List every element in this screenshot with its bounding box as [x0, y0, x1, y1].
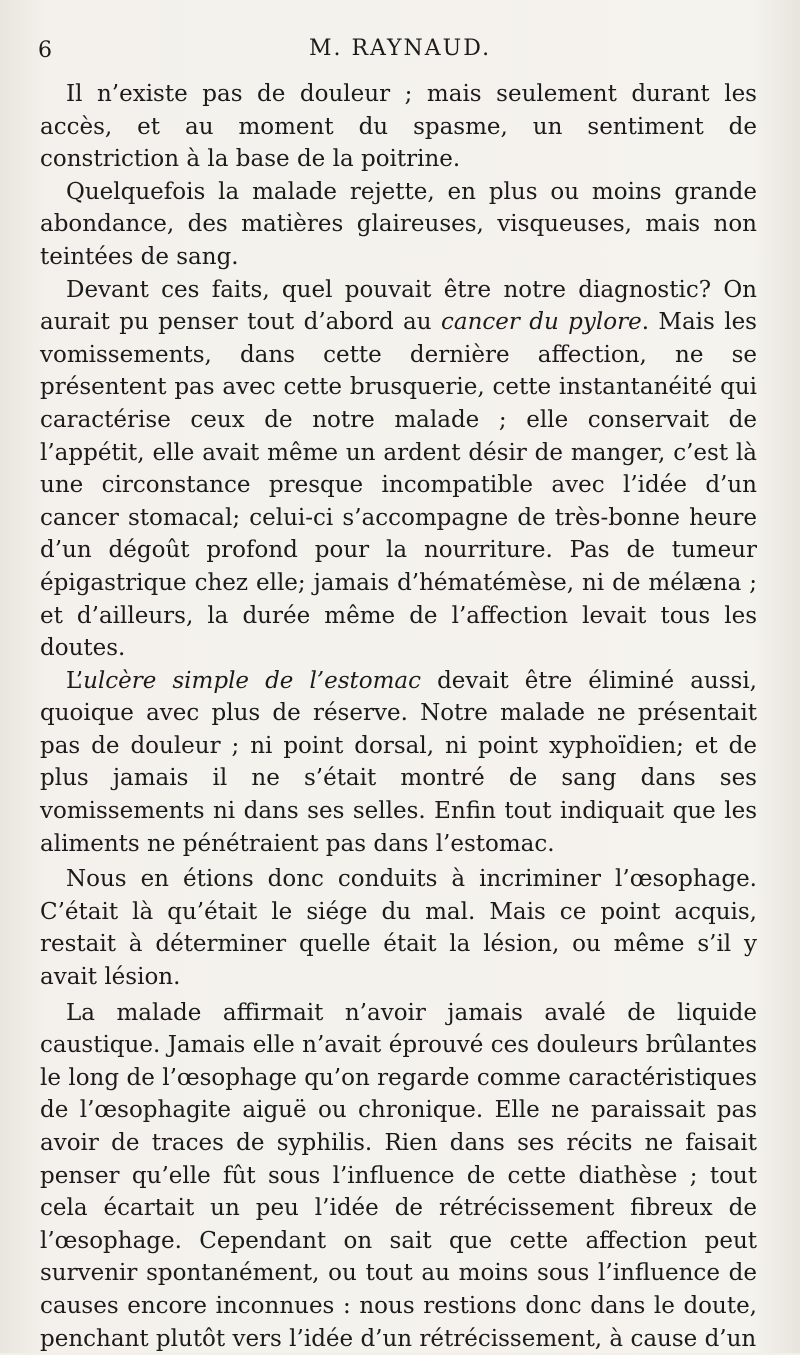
paragraph-text: L’ [66, 667, 84, 694]
paragraph-text: . Mais les vomissements, dans cette dernière affection, ne se présentent pas avec cette brusquerie, cette instantanéité qui caractérise ceux de notre malade ; elle conservait de l’appétit, elle avait même un ardent désir de manger, c’est là une circonstance presque incompatible avec l’idée d’un cancer stomacal; celui-ci s’accompagne de très-bonne heure d’un dégoût profond pour la nourriture. Pas de tumeur épigastrique chez elle; jamais d’hématémèse, ni de mélæna ; et d’ailleurs, la durée même de l’affection levait tous les doutes. [40, 309, 757, 662]
paragraph-ulcer [40, 665, 757, 861]
italic-term: cancer du pylore [440, 309, 642, 336]
paragraph-oesophagus: Nous en étions donc conduits à incriminer l’œsophage. C’était là qu’était le siége du mal. Mais ce point acquis, restait à déterminer quelle était la lésion, ou même s’il y avait lésion. [40, 866, 757, 991]
running-title: M. RAYNAUD. [308, 36, 492, 61]
paragraph-text: Devant ces faits, quel pouvait être notre diagnostic? On aurait pu penser tout d’abord au [40, 276, 757, 336]
paragraph-pain: Il n’existe pas de douleur ; mais seulement durant les accès, et au moment du spasme, un sentiment de constriction à la base de la poitrine. [40, 81, 757, 173]
body-text [40, 78, 757, 1355]
paragraph-text: devait être éliminé aussi, quoique avec plus de réserve. Notre malade ne présentait pas de douleur ; ni point dorsal, ni point xyphoïdien; et de plus jamais il ne s’était montré de sang dans ses vomissements ni dans ses selles. Enfin tout indiquait que les aliments ne pénétraient pas dans l’estomac. [40, 667, 757, 857]
page-header [38, 36, 762, 66]
page-number: 6 [38, 38, 52, 63]
paragraph-mucus: Quelquefois la malade rejette, en plus ou moins grande abondance, des matières glaireuses, visqueuses, mais non teintées de sang. [40, 178, 757, 270]
paragraph-diagnosis [40, 274, 757, 665]
italic-term: ulcère simple de l’estomac [83, 667, 422, 694]
paragraph-caustic: La malade affirmait n’avoir jamais avalé de liquide caustique. Jamais elle n’avait éprouvé ces douleurs brûlantes le long de l’œsophage qu’on regarde comme caractéristiques de l’œsophagite aiguë ou chronique. Elle ne paraissait pas avoir de traces de syphilis. Rien dans ses récits ne faisait penser qu’elle fût sous l’influence de cette diathèse ; tout cela écartait un peu l’idée de rétrécissement fibreux de l’œsophage. Cependant on sait que cette affection peut survenir spontanément, ou tout au moins sous l’influence de causes encore inconnues : nous restions donc dans le doute, penchant plutôt vers l’idée d’un rétrécissement, à cause d’un [40, 999, 757, 1352]
